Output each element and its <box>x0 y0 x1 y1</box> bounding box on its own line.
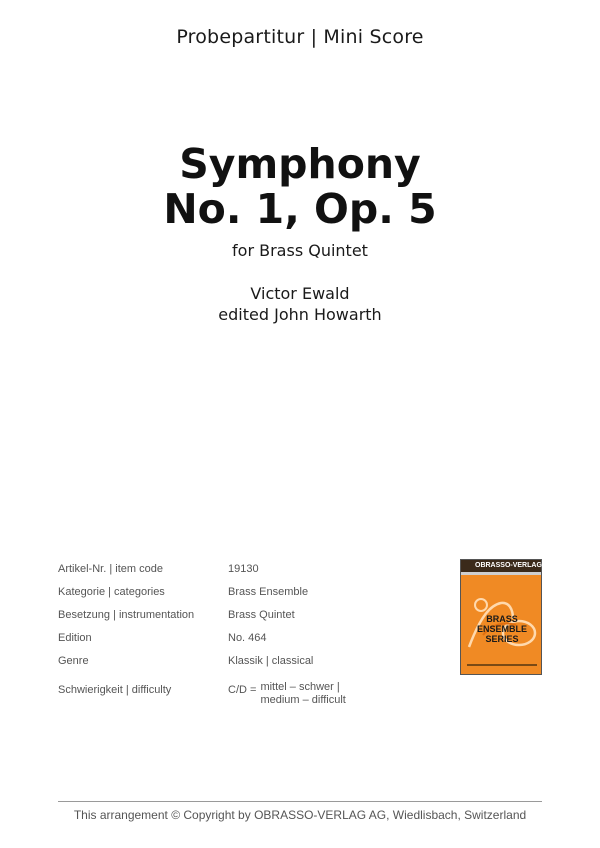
difficulty-line-de: mittel – schwer | <box>260 681 340 693</box>
detail-label: Genre <box>58 655 89 667</box>
copyright-footer: This arrangement © Copyright by OBRASSO-VERLAG AG, Wiedlisbach, Switzerland <box>73 808 527 822</box>
detail-value: No. 464 <box>228 632 267 644</box>
difficulty-code: C/D = <box>228 684 257 696</box>
detail-label: Schwierigkeit | difficulty <box>58 684 172 696</box>
cover-series-line-1: BRASS <box>486 614 518 624</box>
cover-series-line-3: SERIES <box>485 634 519 644</box>
detail-value: Brass Quintet <box>228 609 295 621</box>
composer-name: Victor Ewald <box>250 284 350 303</box>
detail-label: Kategorie | categories <box>58 586 165 598</box>
detail-value: Brass Ensemble <box>228 586 309 598</box>
difficulty-value <box>228 681 346 707</box>
detail-value: Klassik | classical <box>228 655 314 667</box>
detail-row-edition <box>58 632 438 655</box>
detail-label: Edition <box>58 632 92 644</box>
credits <box>0 283 600 325</box>
cover-publisher: OBRASSO-VERLAG AG <box>461 560 541 572</box>
difficulty-text <box>260 681 345 707</box>
difficulty-line-en: medium – difficult <box>260 694 346 706</box>
detail-row-item-code <box>58 563 438 586</box>
series-cover-thumbnail <box>460 559 555 675</box>
page-title <box>0 142 600 232</box>
detail-label: Besetzung | instrumentation <box>58 609 195 621</box>
detail-row-instrumentation <box>58 609 438 632</box>
score-type-header: Probepartitur | Mini Score <box>176 26 424 48</box>
details-table <box>58 563 438 711</box>
detail-value: 19130 <box>228 563 259 575</box>
detail-row-categories <box>58 586 438 609</box>
cover-series-line-2: ENSEMBLE <box>476 624 527 634</box>
footer-divider <box>58 801 542 802</box>
detail-row-genre <box>58 655 438 678</box>
editor-name: edited John Howarth <box>218 305 382 324</box>
title-line-1: Symphony <box>179 140 421 188</box>
detail-row-difficulty <box>58 681 438 711</box>
subtitle: for Brass Quintet <box>232 241 368 260</box>
cover-series-title <box>461 614 543 644</box>
detail-label: Artikel-Nr. | item code <box>58 563 163 575</box>
cover-fine-print <box>467 664 537 666</box>
title-line-2: No. 1, Op. 5 <box>163 185 437 233</box>
